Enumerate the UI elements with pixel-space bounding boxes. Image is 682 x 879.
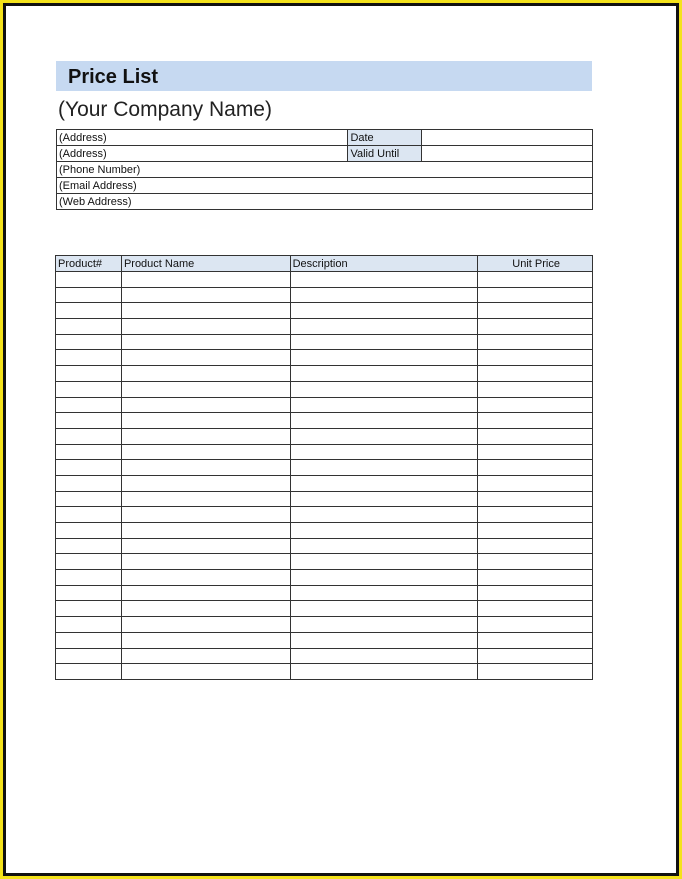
description-cell[interactable] bbox=[290, 648, 478, 664]
product-name-cell[interactable] bbox=[121, 554, 290, 570]
table-row bbox=[56, 507, 593, 523]
description-cell[interactable] bbox=[290, 632, 478, 648]
price-table bbox=[55, 255, 593, 680]
description-cell[interactable] bbox=[290, 397, 478, 413]
product-name-cell[interactable] bbox=[121, 632, 290, 648]
table-row bbox=[56, 648, 593, 664]
table-row bbox=[56, 585, 593, 601]
description-cell[interactable] bbox=[290, 570, 478, 586]
unit-price-cell[interactable] bbox=[478, 617, 593, 633]
unit-price-cell[interactable] bbox=[478, 303, 593, 319]
unit-price-cell[interactable] bbox=[478, 287, 593, 303]
product-number-cell[interactable] bbox=[56, 648, 122, 664]
product-number-cell[interactable] bbox=[56, 444, 122, 460]
product-name-cell[interactable] bbox=[121, 272, 290, 288]
price-table-body bbox=[56, 272, 593, 680]
unit-price-cell[interactable] bbox=[478, 319, 593, 335]
address-line-2: (Address) bbox=[57, 146, 348, 162]
product-number-cell[interactable] bbox=[56, 538, 122, 554]
description-cell[interactable] bbox=[290, 491, 478, 507]
product-name-cell[interactable] bbox=[121, 413, 290, 429]
description-cell[interactable] bbox=[290, 428, 478, 444]
company-info-table bbox=[56, 129, 593, 210]
product-number-cell[interactable] bbox=[56, 523, 122, 539]
date-value[interactable] bbox=[422, 130, 593, 146]
table-row bbox=[56, 319, 593, 335]
description-cell[interactable] bbox=[290, 381, 478, 397]
price-table-header bbox=[56, 256, 593, 272]
description-cell[interactable] bbox=[290, 350, 478, 366]
product-number-cell[interactable] bbox=[56, 413, 122, 429]
product-name-cell[interactable] bbox=[121, 664, 290, 680]
unit-price-cell[interactable] bbox=[478, 272, 593, 288]
description-cell[interactable] bbox=[290, 272, 478, 288]
unit-price-cell[interactable] bbox=[478, 570, 593, 586]
web-address: (Web Address) bbox=[57, 194, 593, 210]
description-cell[interactable] bbox=[290, 585, 478, 601]
description-cell[interactable] bbox=[290, 507, 478, 523]
product-number-cell[interactable] bbox=[56, 585, 122, 601]
product-number-cell[interactable] bbox=[56, 334, 122, 350]
table-row bbox=[56, 664, 593, 680]
product-number-cell[interactable] bbox=[56, 287, 122, 303]
product-number-cell[interactable] bbox=[56, 475, 122, 491]
unit-price-cell[interactable] bbox=[478, 585, 593, 601]
unit-price-cell[interactable] bbox=[478, 366, 593, 382]
unit-price-cell[interactable] bbox=[478, 413, 593, 429]
product-name-cell[interactable] bbox=[121, 507, 290, 523]
product-number-cell[interactable] bbox=[56, 617, 122, 633]
description-cell[interactable] bbox=[290, 303, 478, 319]
unit-price-cell[interactable] bbox=[478, 381, 593, 397]
table-row bbox=[56, 287, 593, 303]
description-cell[interactable] bbox=[290, 538, 478, 554]
product-name-cell[interactable] bbox=[121, 350, 290, 366]
date-label: Date bbox=[348, 130, 422, 146]
product-number-cell[interactable] bbox=[56, 350, 122, 366]
unit-price-cell[interactable] bbox=[478, 648, 593, 664]
product-name-cell[interactable] bbox=[121, 617, 290, 633]
table-row bbox=[56, 617, 593, 633]
unit-price-cell[interactable] bbox=[478, 475, 593, 491]
table-row bbox=[56, 413, 593, 429]
table-row bbox=[56, 570, 593, 586]
product-name-cell[interactable] bbox=[121, 303, 290, 319]
table-row bbox=[56, 601, 593, 617]
product-number-cell[interactable] bbox=[56, 381, 122, 397]
description-cell[interactable] bbox=[290, 664, 478, 680]
table-row bbox=[56, 381, 593, 397]
header-product-number: Product# bbox=[56, 256, 122, 272]
product-number-cell[interactable] bbox=[56, 632, 122, 648]
phone-number: (Phone Number) bbox=[57, 162, 593, 178]
product-name-cell[interactable] bbox=[121, 475, 290, 491]
description-cell[interactable] bbox=[290, 617, 478, 633]
table-row bbox=[56, 334, 593, 350]
unit-price-cell[interactable] bbox=[478, 664, 593, 680]
product-number-cell[interactable] bbox=[56, 570, 122, 586]
description-cell[interactable] bbox=[290, 523, 478, 539]
table-row bbox=[56, 632, 593, 648]
product-name-cell[interactable] bbox=[121, 428, 290, 444]
product-name-cell[interactable] bbox=[121, 523, 290, 539]
product-number-cell[interactable] bbox=[56, 554, 122, 570]
product-number-cell[interactable] bbox=[56, 272, 122, 288]
product-number-cell[interactable] bbox=[56, 601, 122, 617]
table-row bbox=[56, 444, 593, 460]
product-number-cell[interactable] bbox=[56, 460, 122, 476]
product-name-cell[interactable] bbox=[121, 570, 290, 586]
header-product-name: Product Name bbox=[121, 256, 290, 272]
header-unit-price: Unit Price bbox=[478, 256, 593, 272]
header-description: Description bbox=[290, 256, 478, 272]
product-number-cell[interactable] bbox=[56, 319, 122, 335]
unit-price-cell[interactable] bbox=[478, 601, 593, 617]
product-number-cell[interactable] bbox=[56, 428, 122, 444]
unit-price-cell[interactable] bbox=[478, 428, 593, 444]
product-name-cell[interactable] bbox=[121, 491, 290, 507]
product-name-cell[interactable] bbox=[121, 538, 290, 554]
table-row bbox=[56, 366, 593, 382]
product-name-cell[interactable] bbox=[121, 397, 290, 413]
unit-price-cell[interactable] bbox=[478, 350, 593, 366]
product-name-cell[interactable] bbox=[121, 287, 290, 303]
valid-until-label: Valid Until bbox=[348, 146, 422, 162]
email-address: (Email Address) bbox=[57, 178, 593, 194]
product-name-cell[interactable] bbox=[121, 334, 290, 350]
table-row bbox=[56, 523, 593, 539]
description-cell[interactable] bbox=[290, 287, 478, 303]
description-cell[interactable] bbox=[290, 601, 478, 617]
address-line-1: (Address) bbox=[57, 130, 348, 146]
product-number-cell[interactable] bbox=[56, 303, 122, 319]
unit-price-cell[interactable] bbox=[478, 397, 593, 413]
table-row bbox=[56, 350, 593, 366]
valid-until-value[interactable] bbox=[422, 146, 593, 162]
table-row bbox=[56, 397, 593, 413]
unit-price-cell[interactable] bbox=[478, 491, 593, 507]
description-cell[interactable] bbox=[290, 475, 478, 491]
description-cell[interactable] bbox=[290, 334, 478, 350]
product-name-cell[interactable] bbox=[121, 444, 290, 460]
table-row bbox=[56, 554, 593, 570]
product-number-cell[interactable] bbox=[56, 366, 122, 382]
table-row bbox=[56, 303, 593, 319]
table-row bbox=[56, 460, 593, 476]
product-name-cell[interactable] bbox=[121, 601, 290, 617]
unit-price-cell[interactable] bbox=[478, 554, 593, 570]
product-name-cell[interactable] bbox=[121, 585, 290, 601]
description-cell[interactable] bbox=[290, 366, 478, 382]
product-number-cell[interactable] bbox=[56, 491, 122, 507]
unit-price-cell[interactable] bbox=[478, 334, 593, 350]
table-row bbox=[56, 428, 593, 444]
unit-price-cell[interactable] bbox=[478, 507, 593, 523]
product-name-cell[interactable] bbox=[121, 319, 290, 335]
table-row bbox=[56, 475, 593, 491]
company-name: (Your Company Name) bbox=[58, 98, 272, 121]
unit-price-cell[interactable] bbox=[478, 632, 593, 648]
description-cell[interactable] bbox=[290, 554, 478, 570]
unit-price-cell[interactable] bbox=[478, 538, 593, 554]
table-row bbox=[56, 491, 593, 507]
table-row bbox=[56, 272, 593, 288]
product-name-cell[interactable] bbox=[121, 366, 290, 382]
product-name-cell[interactable] bbox=[121, 460, 290, 476]
description-cell[interactable] bbox=[290, 413, 478, 429]
description-cell[interactable] bbox=[290, 460, 478, 476]
description-cell[interactable] bbox=[290, 319, 478, 335]
page-title: Price List bbox=[68, 66, 159, 88]
product-name-cell[interactable] bbox=[121, 648, 290, 664]
product-name-cell[interactable] bbox=[121, 381, 290, 397]
table-row bbox=[56, 538, 593, 554]
description-cell[interactable] bbox=[290, 444, 478, 460]
product-number-cell[interactable] bbox=[56, 664, 122, 680]
unit-price-cell[interactable] bbox=[478, 523, 593, 539]
unit-price-cell[interactable] bbox=[478, 460, 593, 476]
unit-price-cell[interactable] bbox=[478, 444, 593, 460]
product-number-cell[interactable] bbox=[56, 397, 122, 413]
product-number-cell[interactable] bbox=[56, 507, 122, 523]
